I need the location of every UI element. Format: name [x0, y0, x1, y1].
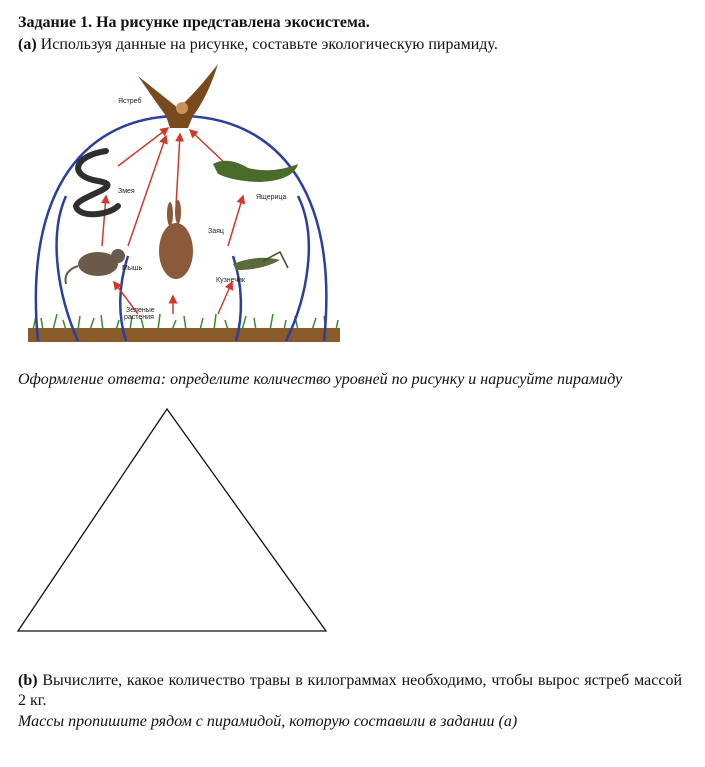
answer-format-text: : определите количество уровней по рисунку и нарисуйте пирамиду — [160, 371, 623, 388]
answer-format-lead: Оформление ответа — [18, 371, 161, 388]
task-number: Задание 1 — [18, 14, 89, 31]
hare-illustration — [159, 200, 193, 279]
ecosystem-figure — [18, 56, 344, 354]
task-a — [18, 36, 498, 54]
grasshopper-illustration — [233, 252, 288, 270]
label-hare: Заяц — [208, 228, 224, 235]
lizard-illustration — [213, 161, 298, 182]
label-hawk: Ястреб — [118, 98, 142, 105]
task-a-marker: (a) — [18, 36, 37, 53]
answer-format-instruction — [18, 370, 658, 389]
task-b — [18, 671, 682, 711]
label-plants-line1: Зеленые — [126, 307, 155, 314]
task-b-marker: (b) — [18, 672, 38, 689]
task-b-text: Вычислите, какое количество травы в килограммах необходимо, чтобы вырос ястреб массой 2 кг. — [18, 672, 682, 709]
label-mouse: Мышь — [122, 265, 143, 272]
pyramid-triangle — [14, 405, 334, 637]
label-grasshopper: Кузнечик — [216, 277, 245, 284]
label-snake: Змея — [118, 188, 135, 195]
task-b-note: Массы пропишите рядом с пирамидой, которую составили в задании (а) — [18, 713, 518, 730]
label-plants-line2: растения — [124, 314, 154, 321]
food-chain-arrows — [102, 128, 243, 314]
mouse-illustration — [66, 249, 126, 284]
snake-illustration — [76, 151, 118, 214]
label-lizard: Ящерица — [256, 194, 287, 201]
task-a-text: Используя данные на рисунке, составьте экологическую пирамиду. — [36, 36, 498, 53]
task-title — [18, 14, 370, 32]
task-title-text: . На рисунке представлена экосистема. — [88, 14, 370, 31]
